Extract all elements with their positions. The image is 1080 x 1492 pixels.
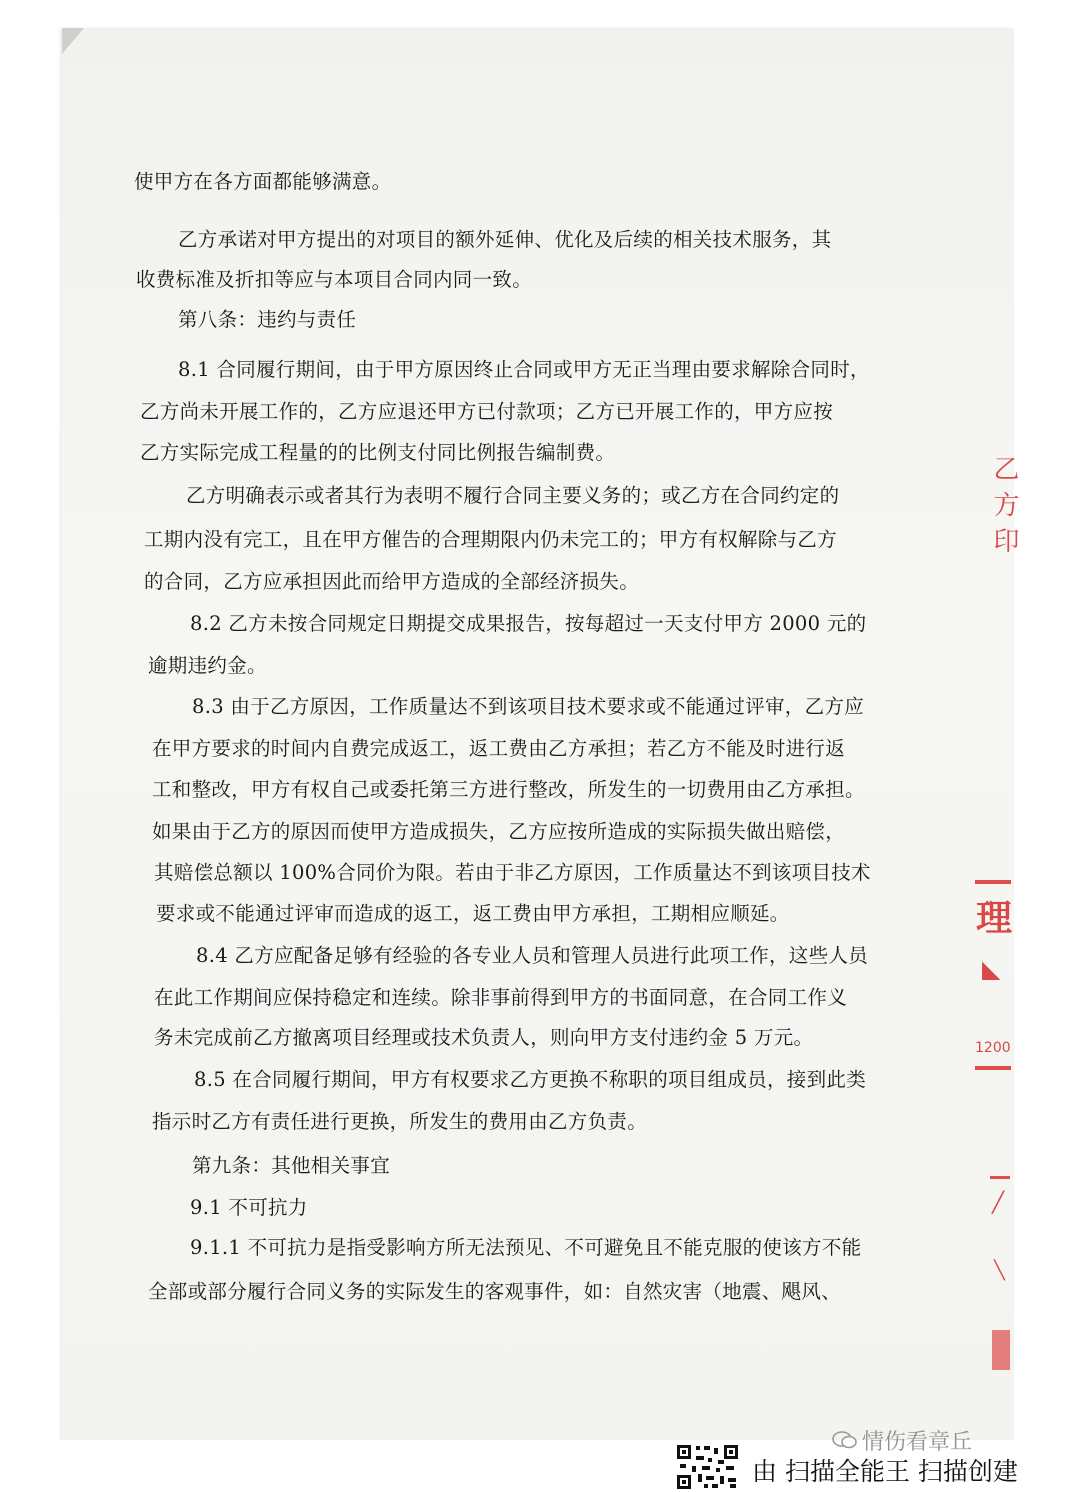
text-line: 乙方明确表示或者其行为表明不履行合同主要义务的；或乙方在合同约定的 [186, 484, 840, 507]
text-line: 9.1.1 不可抗力是指受影响方所无法预见、不可避免且不能克服的使该方不能 [190, 1236, 862, 1259]
text-line: 工期内没有完工，且在甲方催告的合理期限内仍未完工的；甲方有权解除与乙方 [144, 528, 838, 551]
text-line: 8.2 乙方未按合同规定日期提交成果报告，按每超过一天支付甲方 2000 元的 [190, 612, 867, 635]
text-line: 逾期违约金。 [148, 654, 267, 677]
page-corner-fold [62, 28, 84, 54]
text-line: 8.1 合同履行期间，由于甲方原因终止合同或甲方无正当理由要求解除合同时， [178, 358, 870, 381]
chat-bubble-icon [832, 1430, 858, 1450]
text-line: 乙方承诺对甲方提出的对项目的额外延伸、优化及后续的相关技术服务，其 [178, 228, 832, 251]
text-line: 工和整改，甲方有权自己或委托第三方进行整改，所发生的一切费用由乙方承担。 [152, 778, 865, 801]
text-line: 乙方实际完成工程量的的比例支付同比例报告编制费。 [140, 441, 616, 464]
text-line: 在此工作期间应保持稳定和连续。除非事前得到甲方的书面同意，在合同工作义 [154, 986, 848, 1009]
text-line: 要求或不能通过评审而造成的返工，返工费由甲方承担，工期相应顺延。 [156, 902, 790, 925]
scanner-credit: 由 扫描全能王 扫描创建 [752, 1457, 1018, 1486]
watermark-text: 情伤看章丘 [862, 1430, 973, 1455]
text-line: 如果由于乙方的原因而使甲方造成损失，乙方应按所造成的实际损失做出赔偿， [152, 820, 846, 843]
text-line: 使甲方在各方面都能够满意。 [134, 170, 392, 193]
text-line: 其赔偿总额以 100%合同价为限。若由于非乙方原因，工作质量达不到该项目技术 [154, 861, 871, 884]
text-line: 8.3 由于乙方原因，工作质量达不到该项目技术要求或不能通过评审，乙方应 [192, 695, 865, 718]
text-line: 在甲方要求的时间内自费完成返工，返工费由乙方承担；若乙方不能及时进行返 [152, 737, 846, 760]
section-heading: 第八条：违约与责任 [178, 308, 357, 331]
text-line: 的合同，乙方应承担因此而给甲方造成的全部经济损失。 [144, 570, 640, 593]
text-line: 收费标准及折扣等应与本项目合同内同一致。 [136, 268, 533, 291]
text-line: 务未完成前乙方撤离项目经理或技术负责人，则向甲方支付违约金 5 万元。 [154, 1026, 814, 1049]
text-line: 指示时乙方有责任进行更换，所发生的费用由乙方负责。 [152, 1110, 648, 1133]
section-heading: 第九条：其他相关事宜 [192, 1154, 391, 1177]
qr-code-icon [676, 1444, 740, 1490]
text-line: 9.1 不可抗力 [190, 1196, 308, 1219]
text-line: 全部或部分履行合同义务的实际发生的客观事件，如：自然灾害（地震、飓风、 [148, 1280, 842, 1303]
text-line: 8.5 在合同履行期间，甲方有权要求乙方更换不称职的项目组成员，接到此类 [194, 1068, 867, 1091]
text-line: 乙方尚未开展工作的，乙方应退还甲方已付款项；乙方已开展工作的，甲方应按 [140, 400, 834, 423]
text-line: 8.4 乙方应配备足够有经验的各专业人员和管理人员进行此项工作，这些人员 [196, 944, 869, 967]
